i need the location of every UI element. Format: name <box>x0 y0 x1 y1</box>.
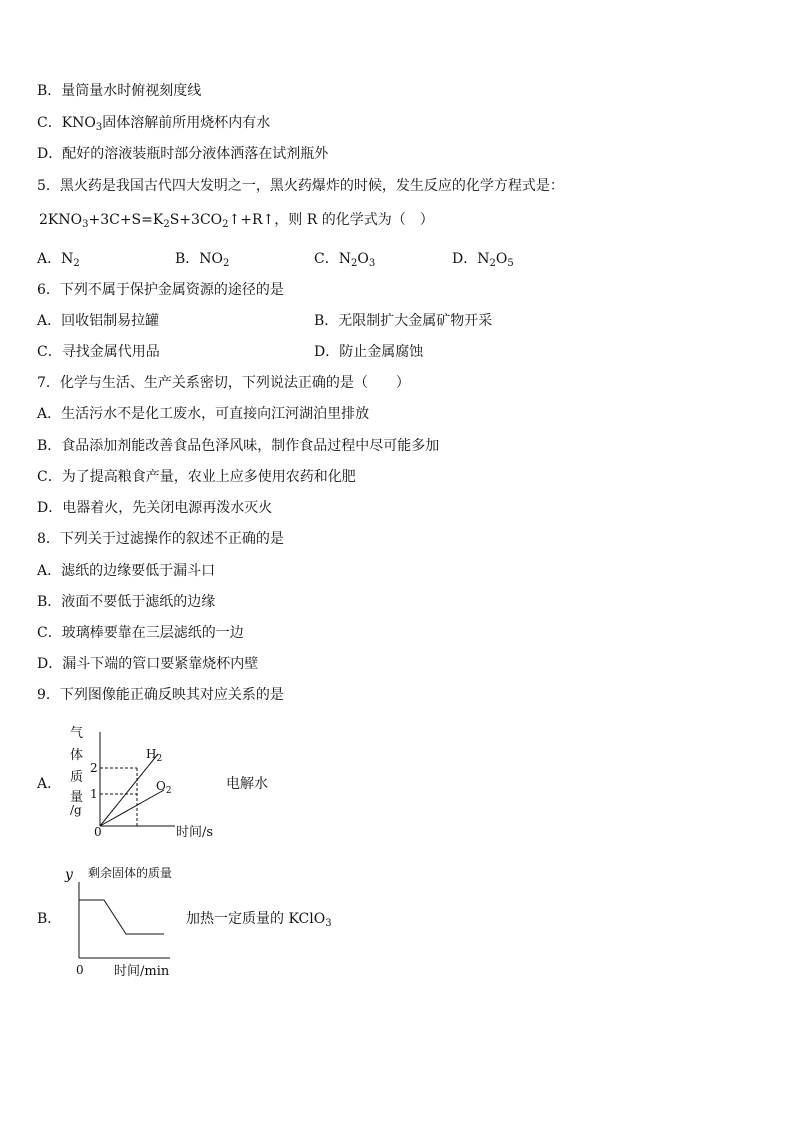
eq-part-3: S+3CO <box>169 212 223 228</box>
h2-label-pre: H <box>146 747 157 761</box>
q5-option-b <box>175 250 229 268</box>
xlabel-b: 时间/min <box>114 964 170 979</box>
q5-c-pre: C．N <box>314 251 351 267</box>
origin-label: 0 <box>94 825 102 839</box>
q5-b-pre: B．NO <box>175 251 224 267</box>
q9-graph-a <box>60 722 230 842</box>
q5-option-c <box>314 250 375 268</box>
q6-option-b: B．无限制扩大金属矿物开采 <box>314 313 493 329</box>
q4-option-c-post: 固体溶解前所用烧杯内有水 <box>102 115 271 131</box>
q5-d-sub2: 5 <box>507 258 514 269</box>
q5-option-a <box>37 250 80 268</box>
o2-label-sub: 2 <box>165 786 172 796</box>
q8-stem: 8．下列关于过滤操作的叙述不正确的是 <box>37 531 284 547</box>
ylabel-unit: /g <box>70 803 82 817</box>
tick-1: 1 <box>90 787 98 801</box>
q5-d-sub1: 2 <box>489 258 496 269</box>
eq-part-1: 2KNO <box>39 212 83 228</box>
q7-option-b: B．食品添加剂能改善食品色泽风味，制作食品过程中尽可能多加 <box>37 438 440 454</box>
q4-option-c <box>37 114 270 132</box>
q7-option-a: A．生活污水不是化工废水，可直接向江河湖泊里排放 <box>37 406 370 422</box>
q5-stem: 5．黑火药是我国古代四大发明之一，黑火药爆炸的时候，发生反应的化学方程式是： <box>37 178 564 194</box>
q9-option-b-caption <box>186 910 332 928</box>
q9-option-a-caption: 电解水 <box>226 776 268 792</box>
ylabel-char-2: 体 <box>70 748 84 763</box>
h2-label <box>146 747 162 764</box>
o2-label-pre: O <box>156 779 166 793</box>
o2-line <box>100 790 164 826</box>
q5-a-pre: A．N <box>37 251 74 267</box>
ylabel-char-4: 量 <box>70 790 84 805</box>
q5-c-sub1: 2 <box>350 258 358 269</box>
q4-option-b: B．量筒量水时俯视刻度线 <box>37 83 202 99</box>
eq-sub-1: 3 <box>82 219 89 230</box>
q6-stem: 6．下列不属于保护金属资源的途径的是 <box>37 282 284 298</box>
q5-c-sub2: 3 <box>368 258 376 269</box>
q7-stem: 7．化学与生活、生产关系密切，下列说法正确的是（ ） <box>37 375 410 391</box>
mass-curve <box>79 900 164 934</box>
origin-label-b: 0 <box>76 963 84 977</box>
q8-option-d: D．漏斗下端的管口要紧靠烧杯内壁 <box>37 656 259 672</box>
eq-sub-3: 2 <box>222 219 229 230</box>
caption-b-pre: 加热一定质量的 KClO <box>186 911 326 927</box>
ylabel-char-1: 气 <box>70 726 84 741</box>
ylabel-char-3: 质 <box>70 770 84 785</box>
q9-graph-b <box>60 862 190 982</box>
xlabel: 时间/s <box>176 825 214 840</box>
q7-option-d: D．电器着火，先关闭电源再泼水灭火 <box>37 500 273 516</box>
q5-b-sub: 2 <box>223 258 230 269</box>
q5-d-mid: O <box>495 251 508 267</box>
q5-a-sub: 2 <box>73 258 80 269</box>
h2-label-sub: 2 <box>156 754 163 764</box>
q5-equation <box>39 211 434 229</box>
eq-part-2: +3C+S=K <box>88 212 164 228</box>
q6-option-d: D．防止金属腐蚀 <box>314 344 424 360</box>
q9-option-a-label: A． <box>37 776 62 792</box>
q8-option-c: C．玻璃棒要靠在三层滤纸的一边 <box>37 625 244 641</box>
q9-option-b-label: B． <box>37 911 62 927</box>
q5-d-pre: D．N <box>452 251 490 267</box>
tick-2: 2 <box>90 761 98 775</box>
y-title: 剩余固体的质量 <box>88 866 173 880</box>
q9-stem: 9．下列图像能正确反映其对应关系的是 <box>37 687 284 703</box>
q6-option-c: C．寻找金属代用品 <box>37 344 160 360</box>
eq-part-4: ↑+R↑，则 R 的化学式为（ ） <box>228 212 434 228</box>
q8-option-b: B．液面不要低于滤纸的边缘 <box>37 594 216 610</box>
q7-option-c: C．为了提高粮食产量，农业上应多使用农药和化肥 <box>37 469 356 485</box>
y-axis-label: y <box>65 867 73 883</box>
eq-sub-2: 2 <box>163 219 170 230</box>
h2-line <box>100 754 158 826</box>
q5-c-mid: O <box>357 251 369 267</box>
q6-option-a: A．回收铝制易拉罐 <box>37 313 160 329</box>
caption-b-sub: 3 <box>325 918 332 929</box>
q4-option-d: D．配好的溶液装瓶时部分液体洒落在试剂瓶外 <box>37 146 329 162</box>
q4-option-c-sub: 3 <box>95 122 103 133</box>
q8-option-a: A．滤纸的边缘要低于漏斗口 <box>37 563 216 579</box>
q4-option-c-pre: C．KNO <box>37 115 96 131</box>
q5-option-d <box>452 250 514 268</box>
